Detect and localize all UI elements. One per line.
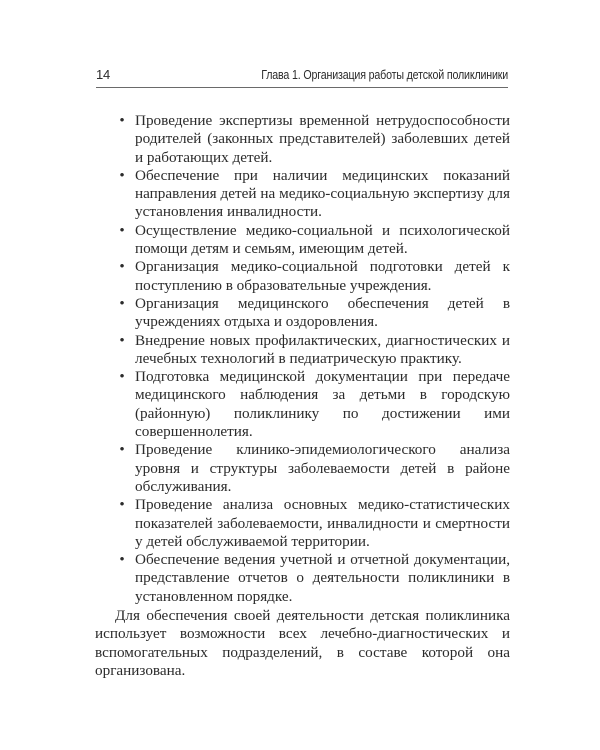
closing-paragraph: Для обеспечения своей деятельности детская поликлиника использует возможности всех лечебно-диагностических и вспомогательных подразделений, в составе которой она организована. bbox=[95, 607, 510, 679]
bullet-list bbox=[115, 112, 510, 606]
bullet-icon: • bbox=[119, 258, 125, 276]
list-item bbox=[115, 441, 510, 496]
list-item bbox=[115, 551, 510, 606]
bullet-icon: • bbox=[119, 441, 125, 459]
list-item bbox=[115, 295, 510, 332]
list-item-text: Осуществление медико-социальной и психологической помощи детям и семьям, имеющим детей. bbox=[135, 221, 510, 258]
list-item-text: Проведение клинико-эпидемиологического анализа уровня и структуры заболеваемости детей в районе обслуживания. bbox=[135, 441, 510, 495]
bullet-icon: • bbox=[119, 331, 125, 349]
page-header bbox=[96, 62, 508, 84]
list-item-text: Проведение анализа основных медико-статистических показателей заболеваемости, инвалидности и смертности у детей обслуживаемой территории. bbox=[135, 496, 510, 550]
bullet-icon: • bbox=[119, 551, 125, 569]
list-item bbox=[115, 112, 510, 167]
bullet-icon: • bbox=[119, 496, 125, 514]
bullet-icon: • bbox=[119, 112, 125, 129]
list-item bbox=[115, 332, 510, 369]
list-item-text: Проведение экспертизы временной нетрудоспособности родителей (законных представителей) заболевших детей и работающих детей. bbox=[135, 112, 510, 166]
bullet-icon: • bbox=[119, 368, 125, 386]
list-item bbox=[115, 258, 510, 295]
list-item bbox=[115, 496, 510, 551]
bullet-icon: • bbox=[119, 166, 125, 184]
page-body bbox=[95, 112, 510, 680]
list-item-text: Подготовка медицинской документации при передаче медицинского наблюдения за детьми в городскую (районную) поликлинику по достижении ими совершеннолетия. bbox=[135, 368, 510, 441]
page-number: 14 bbox=[96, 67, 111, 82]
running-title: Глава 1. Организация работы детской поликлиники bbox=[261, 67, 508, 82]
list-item-text: Организация медицинского обеспечения детей в учреждениях отдыха и оздоровления. bbox=[135, 294, 510, 331]
list-item-text: Внедрение новых профилактических, диагностических и лечебных технологий в педиатрическую практику. bbox=[135, 331, 510, 367]
list-item bbox=[115, 368, 510, 441]
bullet-icon: • bbox=[119, 221, 125, 239]
list-item-text: Обеспечение при наличии медицинских показаний направления детей на медико-социальную экспертизу для установления инвалидности. bbox=[135, 166, 510, 221]
list-item bbox=[115, 222, 510, 259]
header-divider bbox=[96, 87, 508, 88]
list-item-text: Организация медико-социальной подготовки детей к поступлению в образовательные учреждения. bbox=[135, 258, 510, 294]
list-item bbox=[115, 167, 510, 222]
list-item-text: Обеспечение ведения учетной и отчетной документации, представление отчетов о деятельности поликлиники в установленном порядке. bbox=[135, 551, 510, 605]
bullet-icon: • bbox=[119, 294, 125, 312]
